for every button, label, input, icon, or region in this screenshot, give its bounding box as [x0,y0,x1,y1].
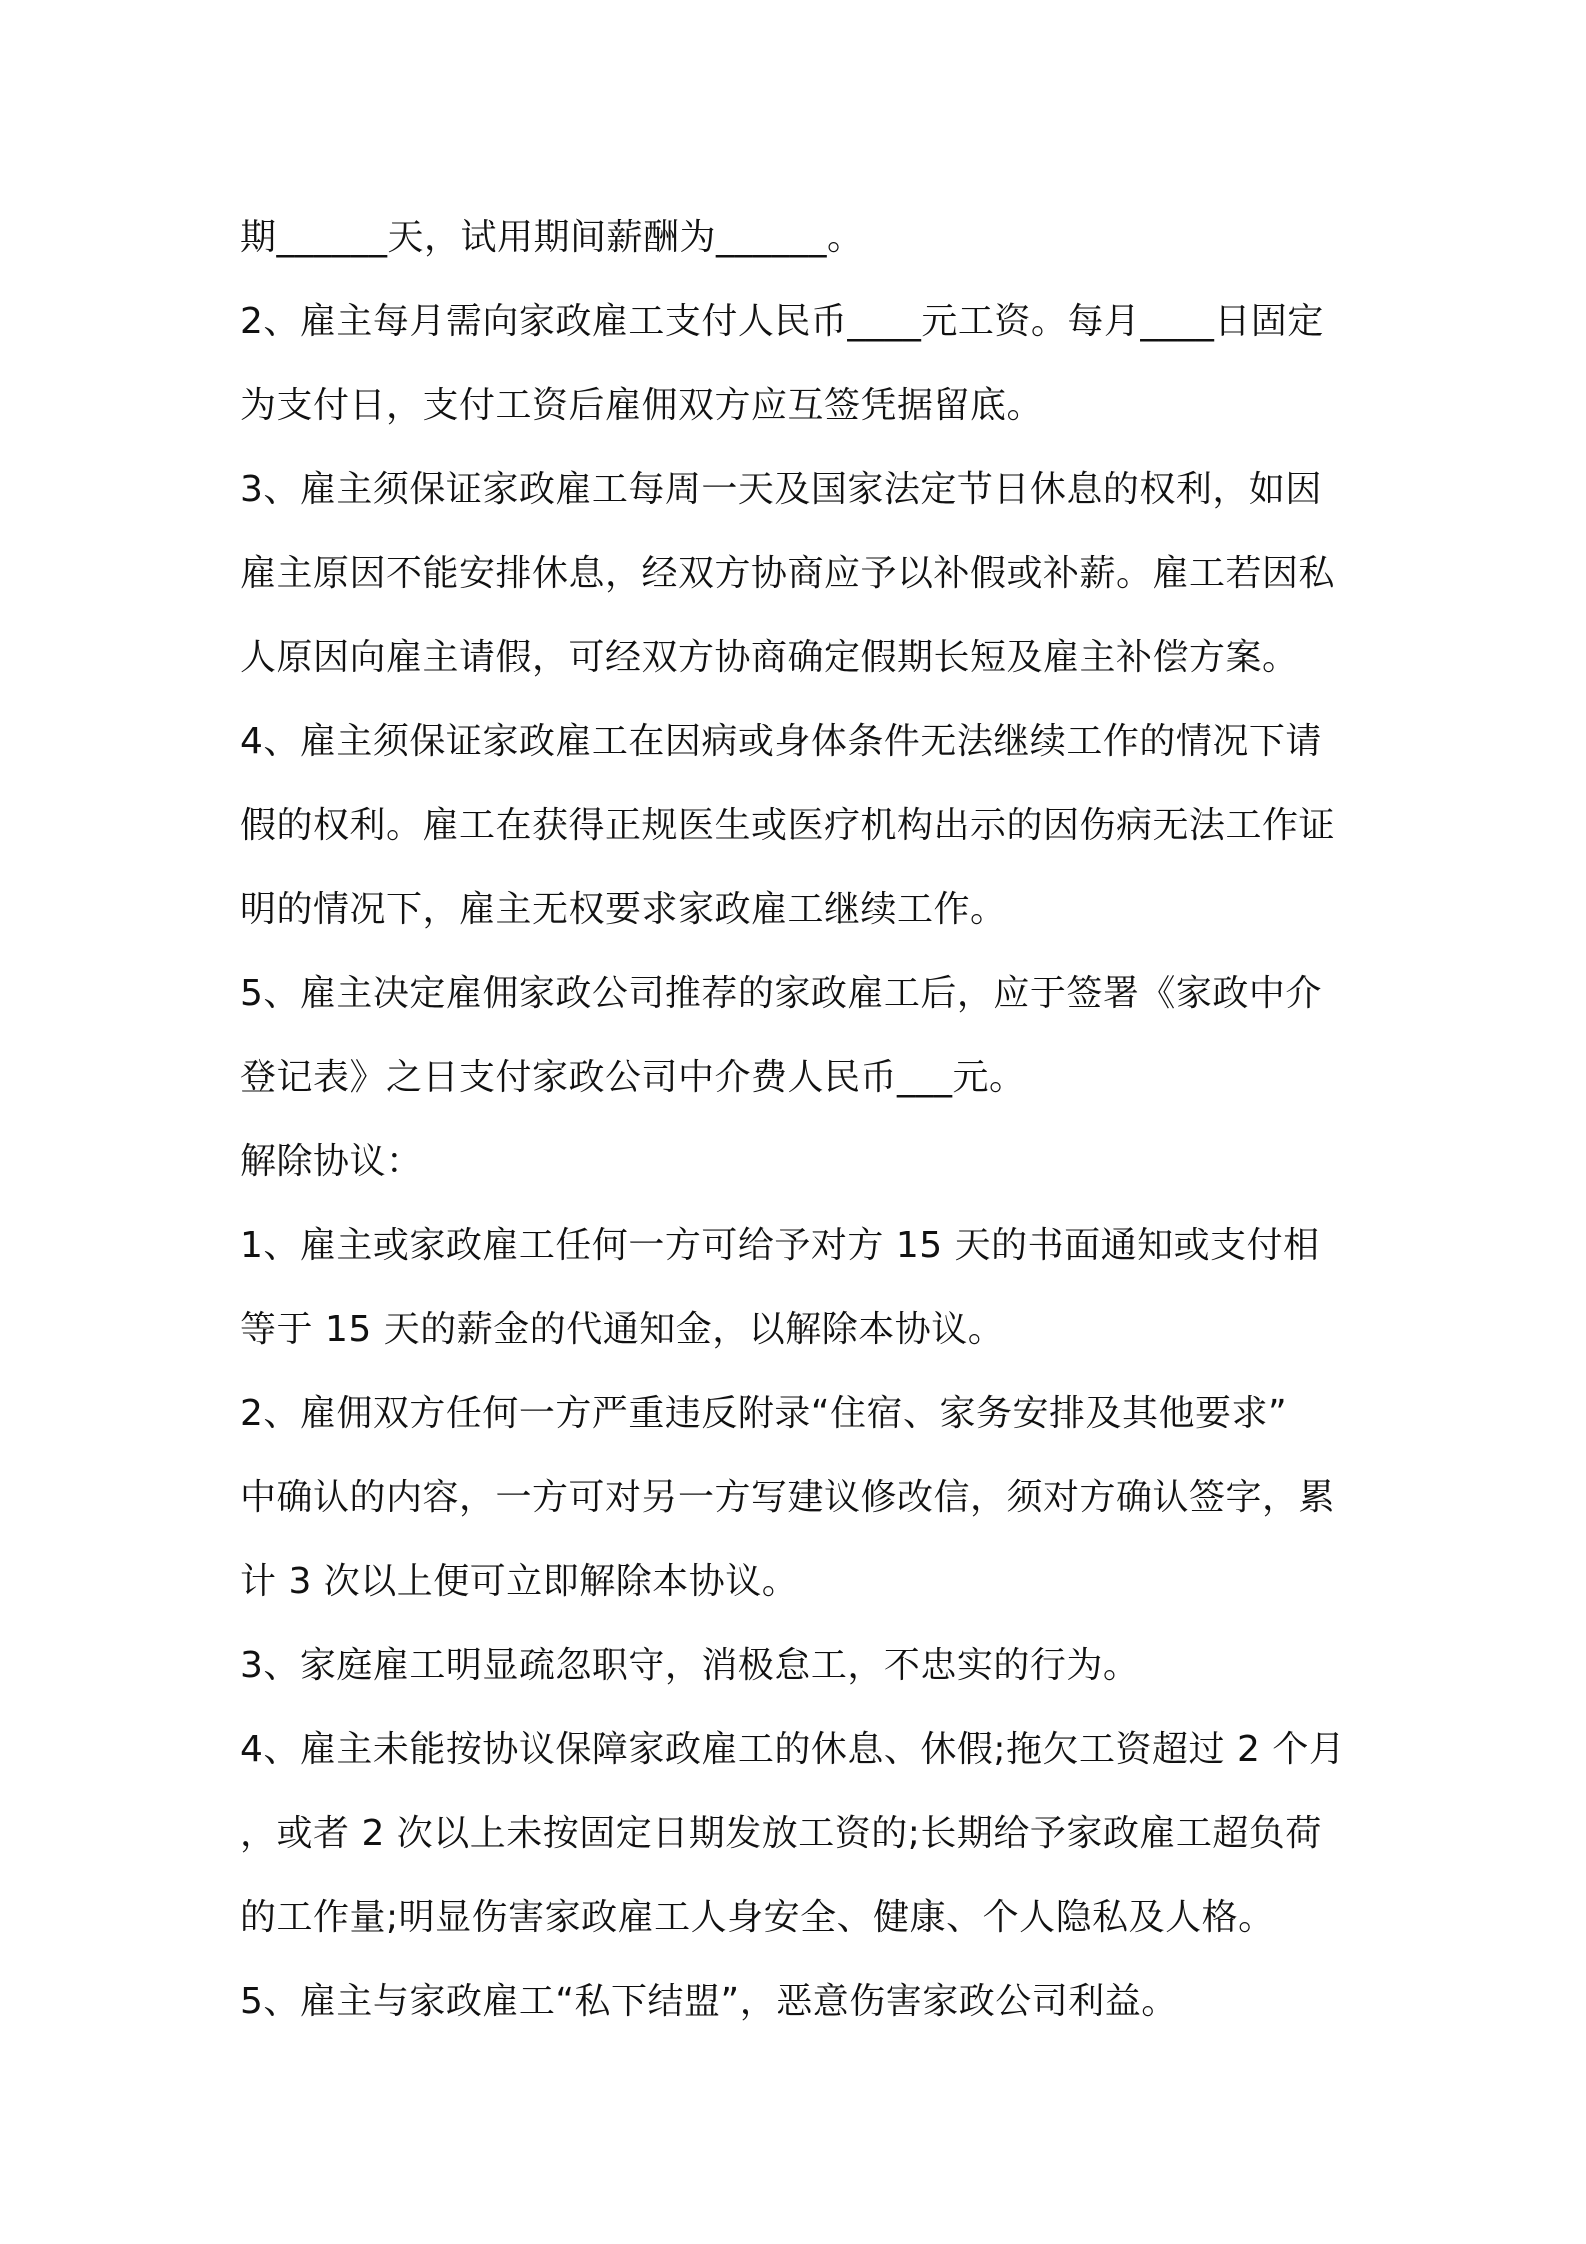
text-line: 2、雇佣双方任何一方严重违反附录“住宿、家务安排及其他要求” [240,1393,1288,1434]
text-line: 5、雇主与家政雇工“私下结盟”，恶意伤害家政公司利益。 [240,1981,1178,2022]
text-line: 的工作量;明显伤害家政雇工人身安全、健康、个人隐私及人格。 [240,1897,1275,1938]
text-line: 计 3 次以上便可立即解除本协议。 [240,1561,799,1602]
text-line: 3、家庭雇工明显疏忽职守，消极怠工，不忠实的行为。 [240,1645,1140,1686]
text-line: 2、雇主每月需向家政雇工支付人民币____元工资。每月____日固定 [240,301,1324,342]
document-body [240,196,1360,2044]
text-line: 雇主原因不能安排休息，经双方协商应予以补假或补薪。雇工若因私 [240,553,1336,594]
text-line: 人原因向雇主请假，可经双方协商确定假期长短及雇主补偿方案。 [240,637,1299,678]
text-line: 5、雇主决定雇佣家政公司推荐的家政雇工后，应于签署《家政中介 [240,973,1322,1014]
text-line: 1、雇主或家政雇工任何一方可给予对方 15 天的书面通知或支付相 [240,1225,1320,1266]
text-line: 3、雇主须保证家政雇工每周一天及国家法定节日休息的权利，如因 [240,469,1322,510]
text-line: 明的情况下，雇主无权要求家政雇工继续工作。 [240,889,1007,930]
section-heading: 解除协议： [240,1141,423,1182]
text-line: 期______天，试用期间薪酬为______。 [240,217,864,258]
text-line: 等于 15 天的薪金的代通知金，以解除本协议。 [240,1309,1005,1350]
text-line: 4、雇主未能按协议保障家政雇工的休息、休假;拖欠工资超过 2 个月 [240,1729,1346,1770]
text-line: 中确认的内容，一方可对另一方写建议修改信，须对方确认签字，累 [240,1477,1336,1518]
text-line: 4、雇主须保证家政雇工在因病或身体条件无法继续工作的情况下请 [240,721,1322,762]
text-line: 假的权利。雇工在获得正规医生或医疗机构出示的因伤病无法工作证 [240,805,1336,846]
text-line: 为支付日，支付工资后雇佣双方应互签凭据留底。 [240,385,1044,426]
text-line: 登记表》之日支付家政公司中介费人民币___元。 [240,1057,1026,1098]
text-line: ，或者 2 次以上未按固定日期发放工资的;长期给予家政雇工超负荷 [240,1813,1322,1854]
